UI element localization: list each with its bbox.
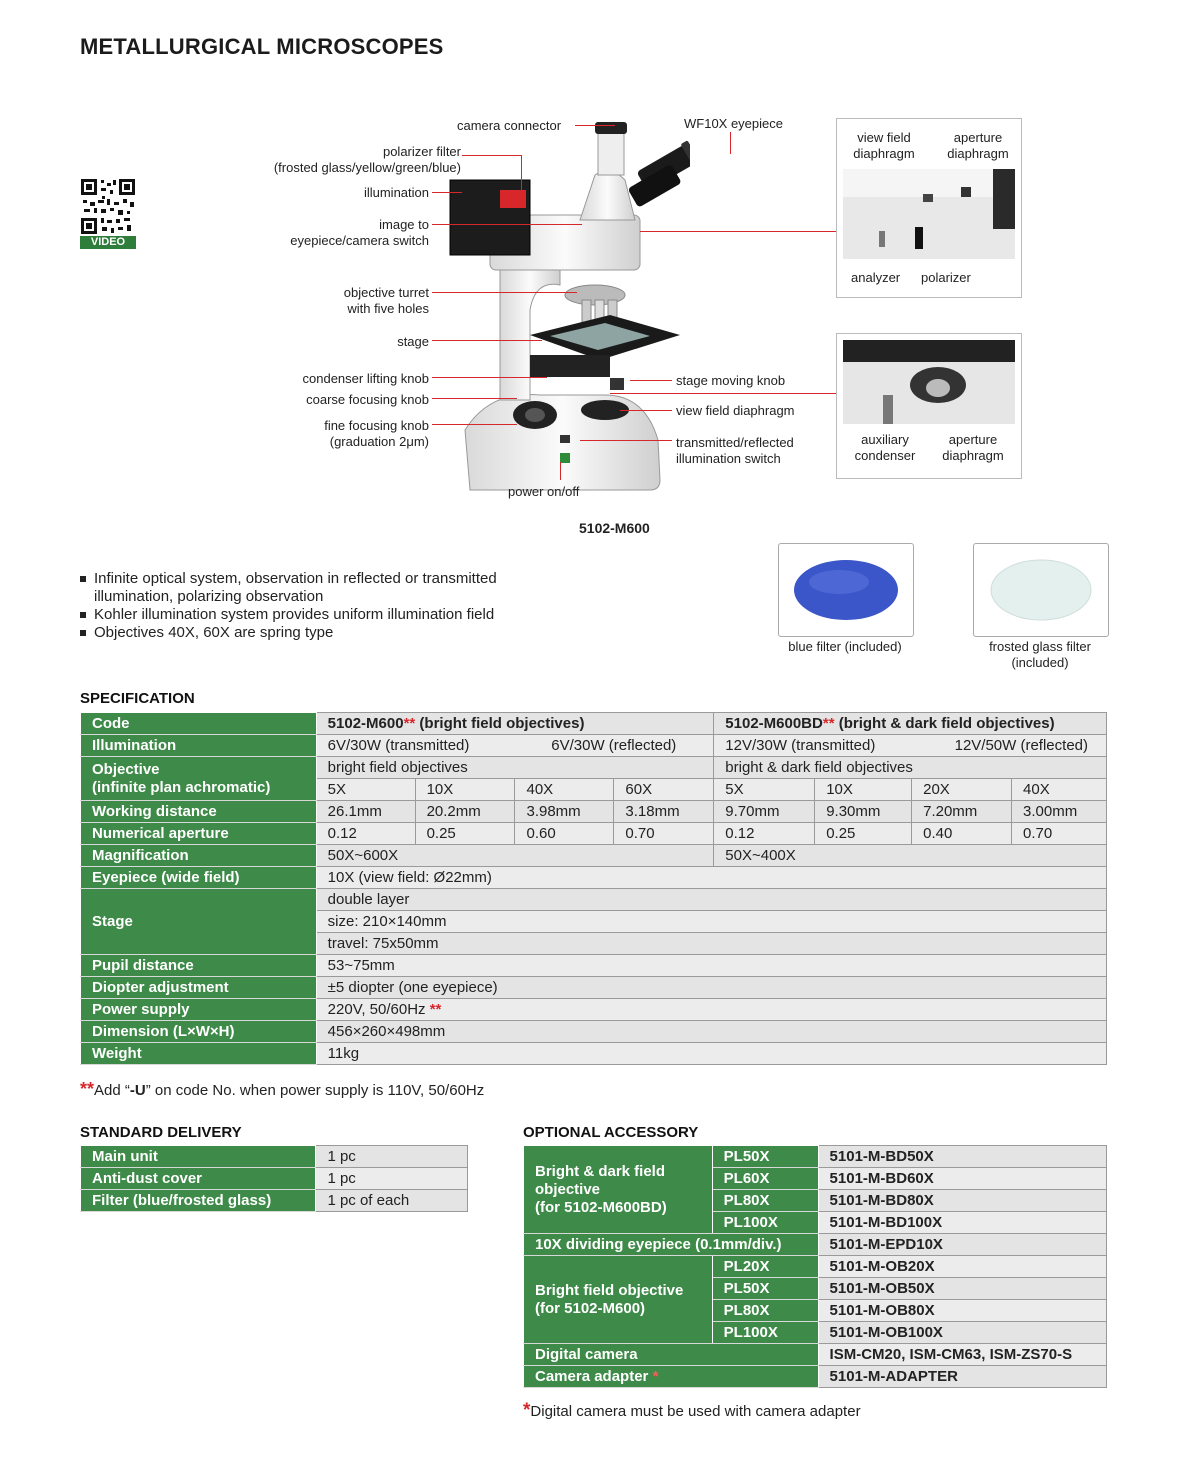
- table-row: [524, 1146, 1107, 1168]
- label-camera-connector: camera connector: [457, 118, 562, 133]
- accessory-code: 5101-M-OB20X: [818, 1256, 1106, 1278]
- frosted-filter-caption-2: (included): [1011, 655, 1069, 670]
- spec-row-magnification: [81, 845, 1107, 867]
- label-power: power on/off: [508, 484, 580, 499]
- inset-diaphragm-view: [836, 118, 1022, 298]
- label-condenser-knob: condenser lifting knob: [302, 371, 429, 386]
- spec-cell: 0.60: [515, 823, 614, 845]
- spec-value: 456×260×498mm: [316, 1021, 1106, 1043]
- spec-row-stage: [81, 889, 1107, 911]
- frosted-filter-caption: frosted glass filter: [989, 639, 1091, 654]
- spec-label: Weight: [81, 1043, 317, 1065]
- spec-value: 220V, 50/60Hz **: [316, 999, 1106, 1021]
- blue-filter-caption: blue filter (included): [788, 639, 902, 654]
- spec-cell: 0.12: [316, 823, 415, 845]
- spec-row-numerical-aperture: [81, 823, 1107, 845]
- spec-cell: 0.25: [415, 823, 515, 845]
- table-row: [81, 1190, 468, 1212]
- spec-label: Pupil distance: [81, 955, 317, 977]
- accessory-obj: PL50X: [712, 1146, 818, 1168]
- accessory-obj: PL50X: [712, 1278, 818, 1300]
- spec-cell: 0.70: [614, 823, 714, 845]
- spec-value: 6V/30W (transmitted) 6V/30W (reflected): [316, 735, 714, 757]
- model-caption: 5102-M600: [579, 520, 650, 536]
- inset-label-aperture-b: aperture: [948, 432, 998, 447]
- spec-value: size: 210×140mm: [316, 911, 1106, 933]
- spec-cell: 5X: [714, 779, 815, 801]
- spec-label: Working distance: [81, 801, 317, 823]
- label-polarizer-filter: polarizer filter: [382, 144, 461, 159]
- inset-label-view-field: view field: [857, 130, 911, 145]
- label-stage: stage: [397, 334, 429, 349]
- inset-condenser-illustration: [843, 340, 1015, 424]
- qr-code-icon: [80, 178, 136, 236]
- feature-item-cont: illumination, polarizing observation: [94, 588, 324, 605]
- label-turret: objective turret: [343, 285, 429, 300]
- delivery-item: Filter (blue/frosted glass): [81, 1190, 316, 1212]
- spec-value: bright field objectives: [316, 757, 714, 779]
- accessory-code: 5101-M-ADAPTER: [818, 1366, 1106, 1388]
- spec-cell: 3.00mm: [1012, 801, 1107, 823]
- spec-label: Illumination: [81, 735, 317, 757]
- accessory-code: 5101-M-EPD10X: [818, 1234, 1106, 1256]
- spec-label-objective: Objective (infinite plan achromatic): [81, 757, 317, 801]
- spec-heading: SPECIFICATION: [80, 690, 195, 707]
- label-turret-detail: with five holes: [347, 301, 429, 316]
- spec-row-working-distance: [81, 801, 1107, 823]
- accessory-code: 5101-M-BD100X: [818, 1212, 1106, 1234]
- spec-row-power: [81, 999, 1107, 1021]
- table-row: [524, 1366, 1107, 1388]
- spec-cell: 20X: [912, 779, 1012, 801]
- accessory-group-bd: Bright & dark field objective (for 5102-M600BD): [524, 1146, 713, 1234]
- table-row: [81, 1168, 468, 1190]
- delivery-item: Main unit: [81, 1146, 316, 1168]
- blue-filter-disc: [779, 544, 913, 636]
- spec-row-eyepiece: [81, 867, 1107, 889]
- spec-value: 53~75mm: [316, 955, 1106, 977]
- label-trans-refl: transmitted/reflected: [676, 435, 794, 450]
- label-eyepiece: WF10X eyepiece: [684, 116, 783, 131]
- spec-value: 50X~400X: [714, 845, 1107, 867]
- accessory-code: ISM-CM20, ISM-CM63, ISM-ZS70-S: [818, 1344, 1106, 1366]
- delivery-qty: 1 pc: [316, 1168, 468, 1190]
- spec-cell: 0.12: [714, 823, 815, 845]
- accessory-div-label: 10X dividing eyepiece (0.1mm/div.): [524, 1234, 819, 1256]
- frosted-filter-disc: [974, 544, 1108, 636]
- delivery-qty: 1 pc of each: [316, 1190, 468, 1212]
- accessory-group-bf: Bright field objective (for 5102-M600): [524, 1256, 713, 1344]
- spec-label: Diopter adjustment: [81, 977, 317, 999]
- inset-label-analyzer: analyzer: [851, 270, 901, 285]
- accessory-adapter-label: Camera adapter *: [524, 1366, 819, 1388]
- inset-label-aux-2: condenser: [854, 448, 916, 463]
- spec-cell: 40X: [515, 779, 614, 801]
- spec-cell: 0.40: [912, 823, 1012, 845]
- spec-value: travel: 75x50mm: [316, 933, 1106, 955]
- label-stage-knob: stage moving knob: [676, 373, 786, 388]
- accessory-obj: PL80X: [712, 1190, 818, 1212]
- delivery-heading: STANDARD DELIVERY: [80, 1124, 242, 1141]
- spec-label: Eyepiece (wide field): [81, 867, 317, 889]
- spec-cell: 26.1mm: [316, 801, 415, 823]
- accessory-code: 5101-M-OB100X: [818, 1322, 1106, 1344]
- label-fine-knob-detail: (graduation 2μm): [329, 434, 429, 449]
- accessory-obj: PL100X: [712, 1322, 818, 1344]
- spec-row-diopter: [81, 977, 1107, 999]
- accessory-code: 5101-M-BD50X: [818, 1146, 1106, 1168]
- feature-item: Objectives 40X, 60X are spring type: [80, 624, 497, 642]
- page-title: METALLURGICAL MICROSCOPES: [80, 34, 444, 59]
- spec-label: Numerical aperture: [81, 823, 317, 845]
- spec-value: bright & dark field objectives: [714, 757, 1107, 779]
- spec-cell: 10X: [815, 779, 912, 801]
- spec-label: Dimension (L×W×H): [81, 1021, 317, 1043]
- table-row: [524, 1234, 1107, 1256]
- spec-value: 12V/30W (transmitted) 12V/50W (reflected): [714, 735, 1107, 757]
- spec-value: ±5 diopter (one eyepiece): [316, 977, 1106, 999]
- delivery-item: Anti-dust cover: [81, 1168, 316, 1190]
- inset-label-polarizer: polarizer: [921, 270, 971, 285]
- accessory-obj: PL80X: [712, 1300, 818, 1322]
- accessory-heading: OPTIONAL ACCESSORY: [523, 1124, 699, 1141]
- label-illumination: illumination: [363, 185, 429, 200]
- spec-row-pupil: [81, 955, 1107, 977]
- inset-label-view-field-2: diaphragm: [853, 146, 915, 161]
- feature-list: [80, 570, 497, 642]
- inset-label-aperture: aperture: [953, 130, 1003, 145]
- inset-condenser-view: [836, 333, 1022, 479]
- spec-row-code: [81, 713, 1107, 735]
- label-switch: image to: [379, 217, 429, 232]
- spec-model-b: 5102-M600BD** (bright & dark field objectives): [714, 713, 1107, 735]
- feature-item: Kohler illumination system provides uniform illumination field: [80, 606, 497, 624]
- table-row: [524, 1344, 1107, 1366]
- spec-cell: 9.30mm: [815, 801, 912, 823]
- spec-cell: 3.98mm: [515, 801, 614, 823]
- delivery-qty: 1 pc: [316, 1146, 468, 1168]
- inset-label-aux: auxiliary: [861, 432, 909, 447]
- spec-row-weight: [81, 1043, 1107, 1065]
- inset-label-aperture-2: diaphragm: [947, 146, 1009, 161]
- spec-cell: 9.70mm: [714, 801, 815, 823]
- spec-row-dimension: [81, 1021, 1107, 1043]
- spec-cell: 3.18mm: [614, 801, 714, 823]
- label-polarizer-filter-detail: (frosted glass/yellow/green/blue): [273, 160, 461, 175]
- spec-value: 10X (view field: Ø22mm): [316, 867, 1106, 889]
- accessory-camera-label: Digital camera: [524, 1344, 819, 1366]
- spec-cell: 0.70: [1012, 823, 1107, 845]
- spec-label: Stage: [81, 889, 317, 955]
- inset-label-aperture-b-2: diaphragm: [942, 448, 1004, 463]
- spec-value: 11kg: [316, 1043, 1106, 1065]
- accessory-code: 5101-M-OB80X: [818, 1300, 1106, 1322]
- spec-value: 50X~600X: [316, 845, 714, 867]
- microscope-illustration: [430, 110, 690, 495]
- feature-item: Infinite optical system, observation in reflected or transmitted: [80, 570, 497, 588]
- spec-value: double layer: [316, 889, 1106, 911]
- inset-diaphragm-illustration: [843, 169, 1015, 259]
- spec-cell: 5X: [316, 779, 415, 801]
- label-fine-knob: fine focusing knob: [324, 418, 429, 433]
- delivery-table: [80, 1145, 468, 1212]
- blue-filter-image: [778, 543, 914, 637]
- qr-code[interactable]: [80, 178, 136, 250]
- spec-cell: 10X: [415, 779, 515, 801]
- label-switch-detail: eyepiece/camera switch: [290, 233, 429, 248]
- accessory-footnote: *Digital camera must be used with camera adapter: [523, 1400, 861, 1421]
- spec-label: Magnification: [81, 845, 317, 867]
- accessory-obj: PL20X: [712, 1256, 818, 1278]
- spec-cell: 40X: [1012, 779, 1107, 801]
- label-view-field: view field diaphragm: [676, 403, 795, 418]
- label-coarse-knob: coarse focusing knob: [306, 392, 429, 407]
- spec-cell: 60X: [614, 779, 714, 801]
- spec-model-a: 5102-M600** (bright field objectives): [316, 713, 714, 735]
- spec-cell: 0.25: [815, 823, 912, 845]
- spec-label: Code: [81, 713, 317, 735]
- spec-cell: 7.20mm: [912, 801, 1012, 823]
- spec-row-objective: [81, 757, 1107, 779]
- spec-table: [80, 712, 1107, 1065]
- video-badge: VIDEO: [80, 236, 136, 249]
- spec-footnote: **Add “-U” on code No. when power supply is 110V, 50/60Hz: [80, 1079, 485, 1099]
- accessory-obj: PL100X: [712, 1212, 818, 1234]
- accessory-table: [523, 1145, 1107, 1388]
- accessory-code: 5101-M-BD80X: [818, 1190, 1106, 1212]
- table-row: [524, 1256, 1107, 1278]
- accessory-code: 5101-M-BD60X: [818, 1168, 1106, 1190]
- spec-cell: 20.2mm: [415, 801, 515, 823]
- frosted-filter-image: [973, 543, 1109, 637]
- accessory-code: 5101-M-OB50X: [818, 1278, 1106, 1300]
- spec-label: Power supply: [81, 999, 317, 1021]
- table-row: [81, 1146, 468, 1168]
- label-trans-refl-detail: illumination switch: [676, 451, 781, 466]
- spec-row-illumination: [81, 735, 1107, 757]
- accessory-obj: PL60X: [712, 1168, 818, 1190]
